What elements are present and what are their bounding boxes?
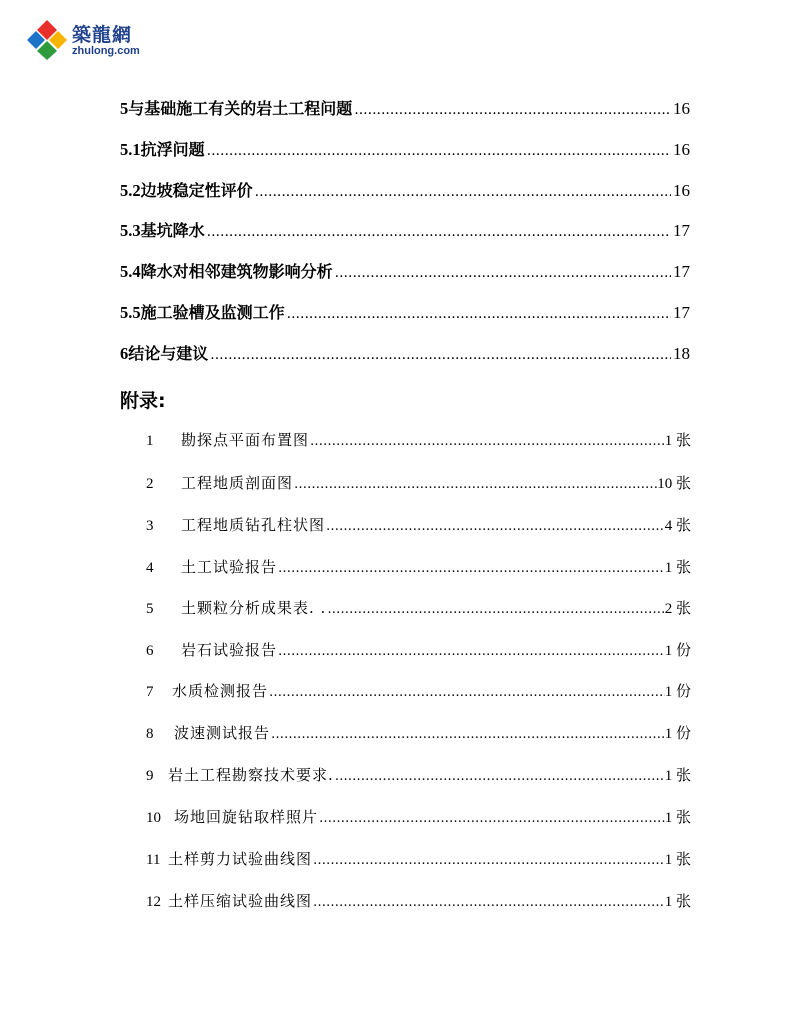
appendix-item-number: 11 [146,852,161,868]
appendix-item [146,556,691,577]
toc-entry-number: 5.1 [120,139,141,159]
appendix-item-number: 6 [146,643,154,659]
appendix-item-quantity: 1 份 [664,641,691,659]
appendix-item-quantity: 1 张 [664,892,691,910]
toc-entry-title: 与基础施工有关的岩土工程问题 [128,99,353,118]
appendix-item [146,472,691,493]
appendix-item-number: 8 [146,726,154,742]
appendix-leader-dots [278,561,665,576]
zhulong-logo [26,18,166,64]
appendix-item-name: 岩土工程勘察技术要求. [168,766,334,784]
appendix-item-quantity: 10 张 [657,474,691,492]
appendix-leader-dots [319,811,665,826]
toc-entry-page: 16 [673,180,690,200]
toc-entry [120,300,690,341]
toc-entry [120,137,690,178]
appendix-item-number: 10 [146,810,161,826]
toc-entry-title: 抗浮问题 [140,139,205,159]
appendix-item-quantity: 1 张 [664,558,691,576]
appendix-item-number: 3 [146,518,154,534]
appendix-item-name: 土样剪力试验曲线图 [168,850,313,868]
appendix-item-name: 水质检测报告 [172,682,269,700]
toc-leader-dots [335,265,671,281]
appendix-item-name: 波速测试报告 [174,724,271,742]
appendix-leader-dots [326,519,665,534]
toc-leader-dots [287,306,671,322]
appendix-item-number: 4 [146,560,154,576]
toc-leader-dots [354,102,671,118]
toc-entry-number: 5.5 [120,302,141,322]
table-of-contents [120,96,690,382]
appendix-item-name: 岩石试验报告 [181,641,278,659]
appendix-leader-dots [327,602,664,617]
appendix-item-quantity: 2 张 [664,599,691,617]
appendix-item [146,639,691,660]
appendix-leader-dots [271,727,665,742]
toc-entry-title: 降水对相邻建筑物影响分析 [140,262,333,282]
appendix-item-quantity: 1 张 [664,431,691,449]
appendix-item-number: 12 [146,894,161,910]
toc-entry [120,96,690,137]
toc-entry-number: 5.2 [120,180,141,200]
appendix-item-quantity: 1 张 [664,766,691,784]
toc-entry [120,259,690,300]
toc-entry [120,178,690,219]
toc-entry-page: 16 [673,139,690,159]
appendix-leader-dots [294,477,657,492]
toc-entry-page: 16 [673,99,690,118]
appendix-item-name: 土样压缩试验曲线图 [168,892,313,910]
appendix-item-number: 5 [146,601,154,617]
appendix-item-name: 土颗粒分析成果表. . [181,599,327,617]
logo-text-cn: 築龍網 [72,24,133,46]
appendix-item-number: 9 [146,768,154,784]
appendix-item-name: 勘探点平面布置图 [181,431,310,449]
toc-entry-title: 边坡稳定性评价 [140,180,253,200]
appendix-item-name: 场地回旋钻取样照片 [174,808,319,826]
toc-entry-page: 17 [673,221,690,241]
appendix-leader-dots [335,769,665,784]
appendix-item [146,890,691,911]
appendix-item-quantity: 1 份 [664,682,691,700]
appendix-item-number: 1 [146,433,154,449]
toc-entry-page: 17 [673,302,690,322]
toc-entry-number: 5.4 [120,262,141,282]
appendix-item-name: 工程地质剖面图 [181,474,294,492]
appendix-item-quantity: 1 张 [664,808,691,826]
appendix-item-number: 2 [146,476,154,492]
appendix-item [146,680,691,701]
appendix-heading: 附录: [120,390,166,412]
appendix-item-quantity: 1 份 [664,724,691,742]
appendix-leader-dots [313,853,665,868]
toc-entry-page: 18 [673,343,690,363]
appendix-leader-dots [278,644,665,659]
appendix-leader-dots [313,895,665,910]
toc-entry [120,341,690,382]
toc-entry-number: 5 [120,99,129,118]
toc-entry-title: 结论与建议 [128,343,209,363]
toc-leader-dots [255,184,671,200]
toc-leader-dots [207,224,671,240]
toc-entry-number: 5.3 [120,221,141,241]
appendix-item [146,514,691,535]
toc-entry-number: 6 [120,343,129,363]
appendix-item-quantity: 4 张 [664,516,691,534]
toc-entry [120,218,690,259]
appendix-item [146,764,691,785]
appendix-item [146,848,691,869]
appendix-item [146,429,691,450]
appendix-item [146,597,691,618]
appendix-item-quantity: 1 张 [664,850,691,868]
toc-leader-dots [207,143,671,159]
appendix-leader-dots [310,434,665,449]
toc-entry-title: 基坑降水 [140,221,205,241]
appendix-item [146,806,691,827]
appendix-item-number: 7 [146,684,154,700]
appendix-item-name: 工程地质钻孔柱状图 [181,516,326,534]
appendix-leader-dots [269,685,665,700]
toc-leader-dots [210,347,671,363]
logo-text-en: zhulong.com [72,45,140,57]
appendix-item [146,722,691,743]
logo-mark-icon [26,18,68,62]
toc-entry-page: 17 [673,262,690,282]
appendix-item-name: 土工试验报告 [181,558,278,576]
toc-entry-title: 施工验槽及监测工作 [140,302,285,322]
